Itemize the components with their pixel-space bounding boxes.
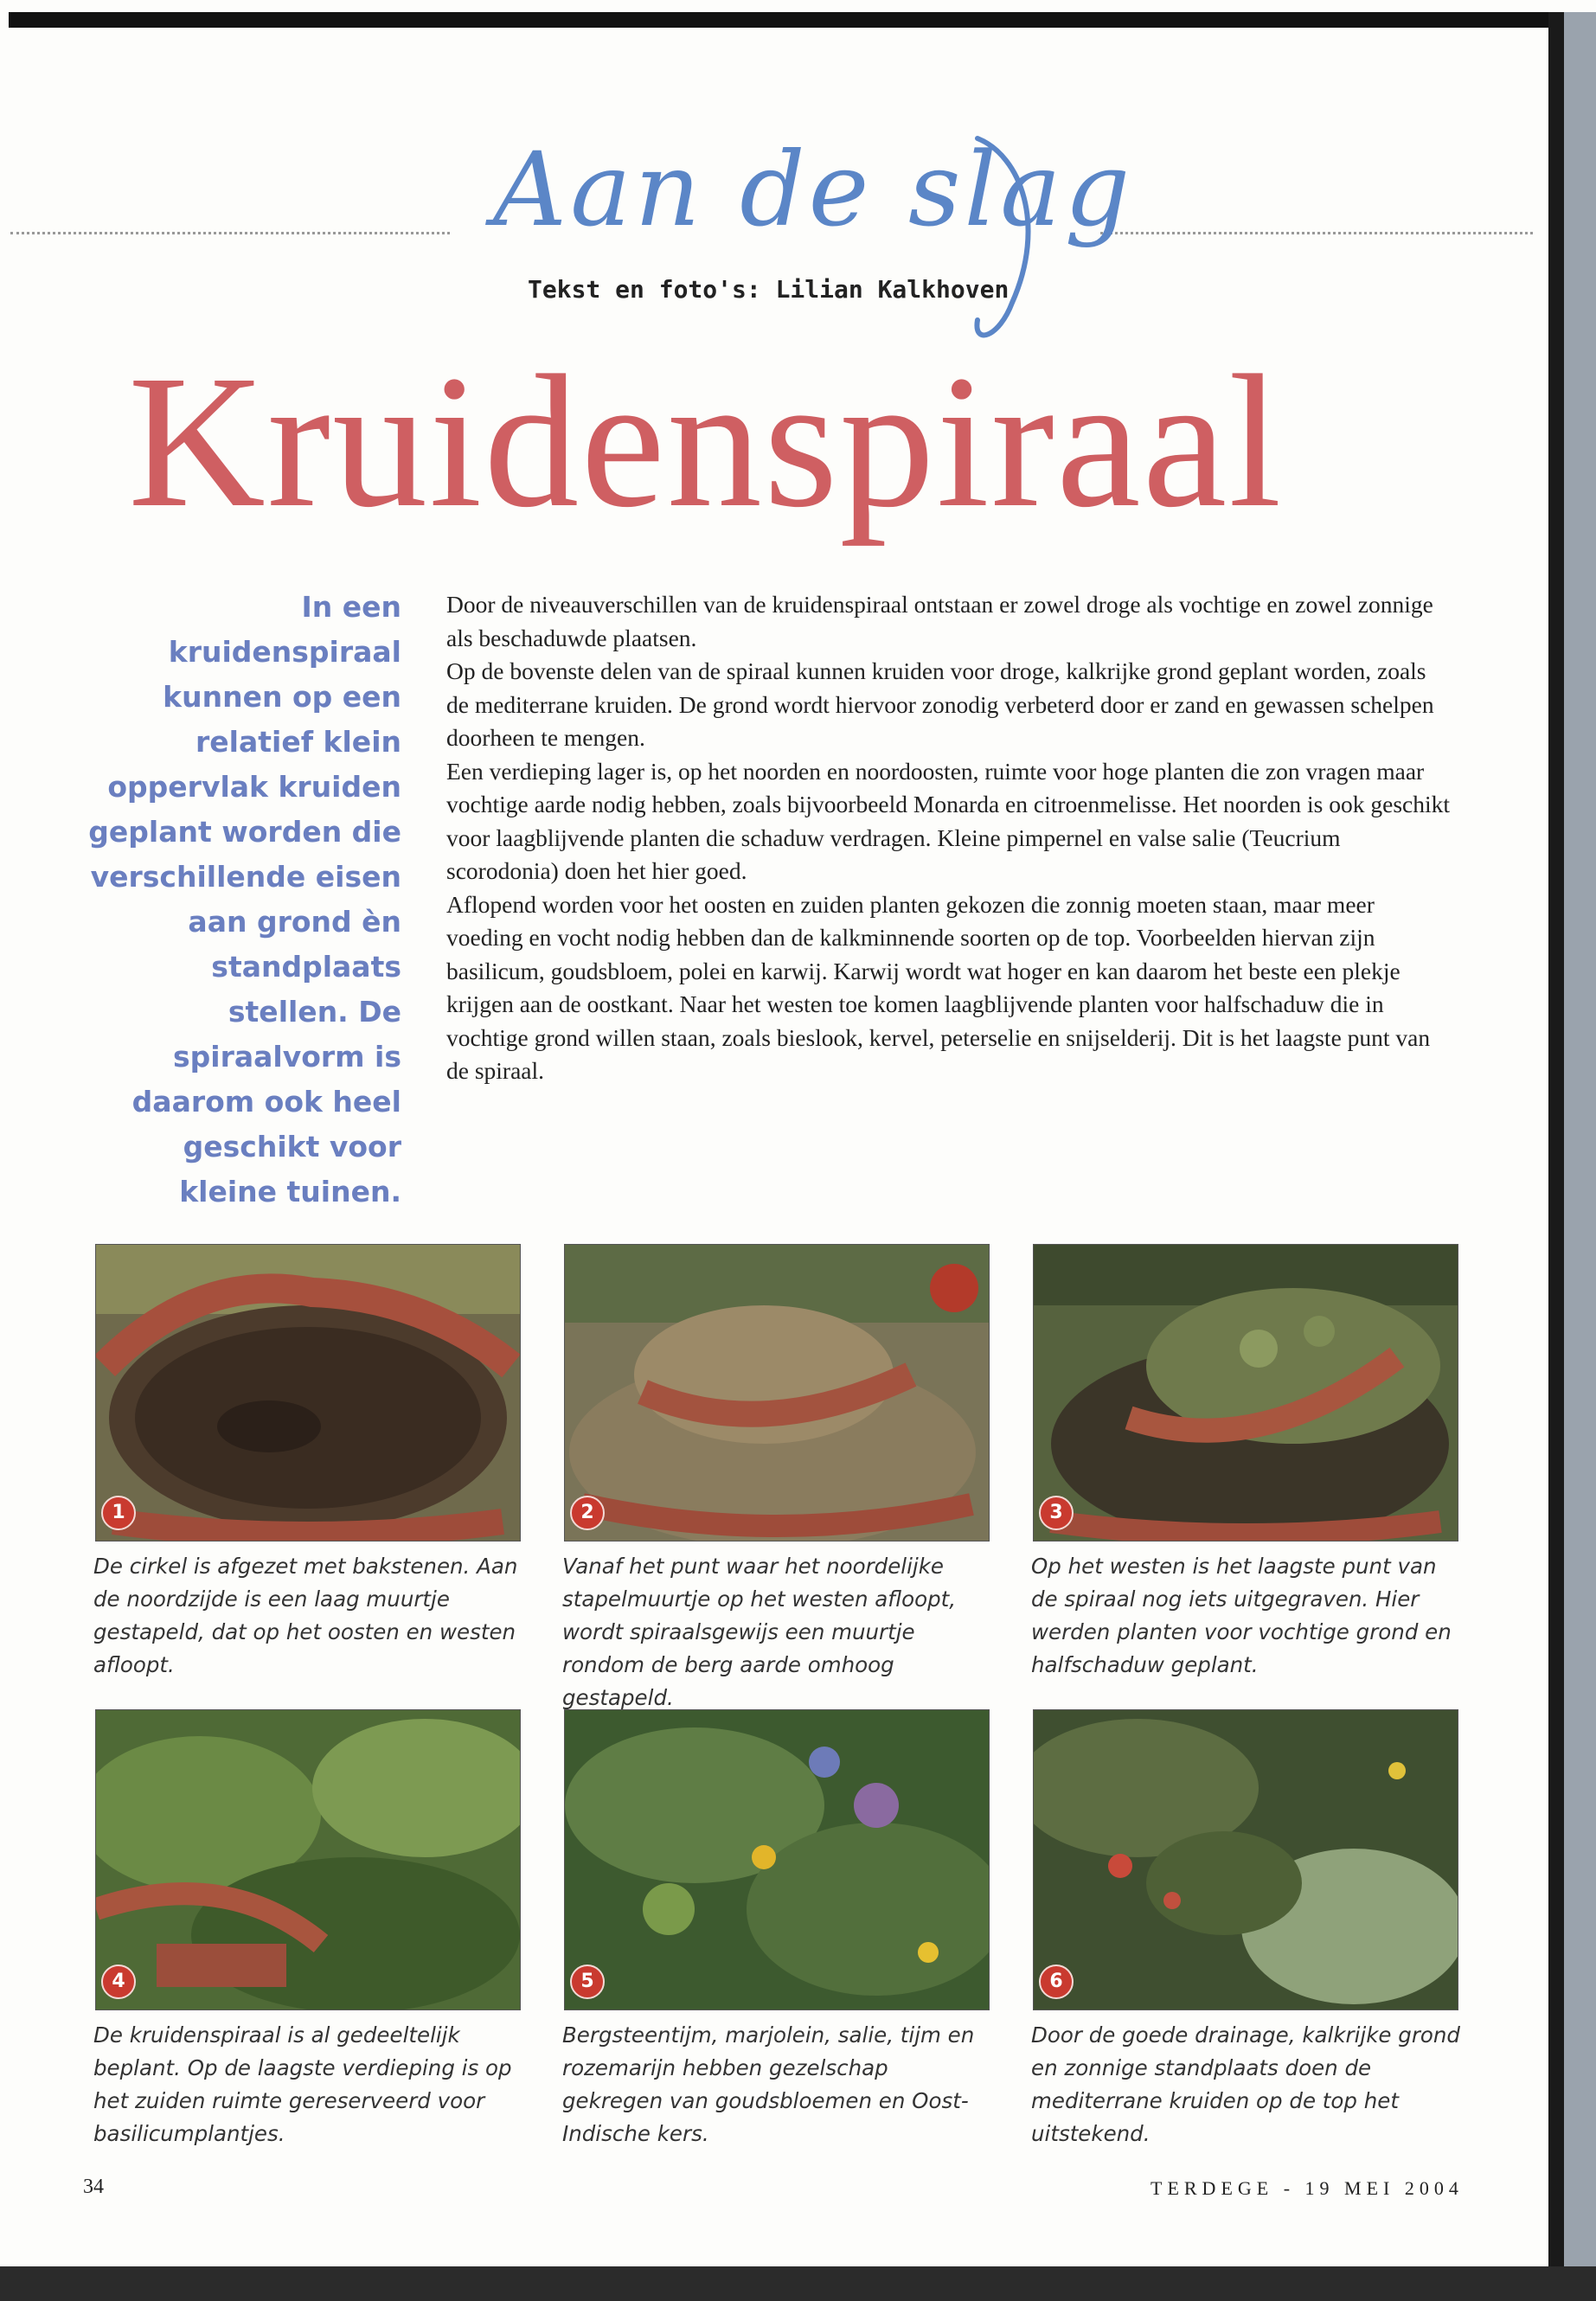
scan-edge-top	[9, 12, 1583, 28]
header-rule-left	[10, 232, 450, 234]
series-flourish-icon	[493, 130, 1081, 355]
body-paragraph: Door de niveauverschillen van de kruidenspiraal ontstaan er zowel droge als vochtige en zowel zonnige als beschaduwde plaatsen.	[446, 591, 1433, 651]
series-heading	[493, 130, 1134, 355]
photo-2-image	[565, 1245, 989, 1541]
photo-3-caption: Op het westen is het laagste punt van de spiraal nog iets uitgegraven. Hier werden planten voor vochtige grond en halfschaduw geplant.	[1031, 1554, 1452, 1677]
series-title: Aan de slag	[493, 130, 1134, 249]
photo-3	[1033, 1244, 1458, 1541]
publication-info: TERDEGE - 19 MEI 2004	[1151, 2177, 1464, 2199]
photo-1-caption: De cirkel is afgezet met bakstenen. Aan de noordzijde is een laag muurtje gestapeld, dat op het oosten en westen afloopt.	[93, 1554, 518, 1677]
photo-6-image	[1034, 1710, 1458, 2009]
photo-6	[1033, 1709, 1458, 2010]
photo-6-badge: 6	[1039, 1965, 1074, 1999]
scan-edge-strip	[1564, 12, 1596, 2301]
article-title: Kruidenspiraal	[128, 336, 1284, 547]
photo-5-caption: Bergsteentijm, marjolein, salie, tijm en rozemarijn hebben gezelschap gekregen van goudsbloemen en Oost-Indische kers.	[562, 2022, 975, 2146]
photo-5-badge: 5	[570, 1965, 605, 1999]
photo-4-caption: De kruidenspiraal is al gedeeltelijk beplant. Op de laagste verdieping is op het zuiden ruimte gereserveerd voor basilicumplantjes.	[93, 2022, 512, 2146]
intro-text: In een kruidenspiraal kunnen op een relatief klein oppervlak kruiden geplant worden die verschillende eisen aan grond èn standplaats stellen. De spiraalvorm is daarom ook heel geschikt voor kleine tuinen.	[88, 590, 401, 1208]
photo-1-image	[96, 1245, 520, 1541]
photo-2-caption: Vanaf het punt waar het noordelijke stapelmuurtje op het westen afloopt, wordt spiraalsgewijs een muurtje rondom de berg aarde omhoog gestapeld.	[562, 1554, 957, 1710]
page-number: 34	[83, 2176, 104, 2198]
body-paragraph: Aflopend worden voor het oosten en zuiden planten gekozen die zonnig moeten staan, maar meer voeding en vocht nodig hebben dan de kalkminnende soorten op de top. Voorbeelden hiervan zijn basilicum, goudsbloem, polei en karwij. Karwij wordt wat hoger en kan daarom het beste een plekje krijgen aan de oostkant. Naar het westen toe komen laagblijvende planten voor halfschaduw die in vochtige grond willen staan, zoals bieslook, kervel, peterselie en snijselderij. Dit is het laagste punt van de spiraal.	[446, 890, 1431, 1084]
header-rule-right	[1100, 232, 1533, 234]
photo-3-image	[1034, 1245, 1458, 1541]
photo-4-image	[96, 1710, 520, 2009]
body-paragraph: Op de bovenste delen van de spiraal kunnen kruiden voor droge, kalkrijke grond geplant worden, zoals de mediterrane kruiden. De grond wordt hiervoor zonodig verbeterd door er zand en gewassen schelpen doorheen te mengen.	[446, 657, 1434, 751]
photo-5	[564, 1709, 990, 2010]
photo-1-badge: 1	[101, 1496, 136, 1530]
scan-edge-right	[1548, 12, 1564, 2296]
body-paragraph: Een verdieping lager is, op het noorden en noordoosten, ruimte voor hoge planten die zon vragen maar vochtige aarde nodig hebben, zoals bijvoorbeeld Monarda en citroenmelisse. Het noorden is ook geschikt voor laagblijvende planten die schaduw verdragen. Kleine pimpernel en valse salie (Teucrium scorodonia) doen het hier goed.	[446, 757, 1451, 884]
photo-5-image	[565, 1710, 989, 2009]
photo-6-caption: Door de goede drainage, kalkrijke grond en zonnige standplaats doen de mediterrane kruiden op de top het uitstekend.	[1031, 2022, 1460, 2146]
byline: Tekst en foto's: Lilian Kalkhoven	[528, 275, 1010, 304]
photo-2-badge: 2	[570, 1496, 605, 1530]
scan-edge-bottom	[0, 2266, 1596, 2301]
photo-2	[564, 1244, 990, 1541]
photo-1	[95, 1244, 521, 1541]
article-body	[446, 588, 1450, 1088]
photo-4-badge: 4	[101, 1965, 136, 1999]
photo-4	[95, 1709, 521, 2010]
photo-3-badge: 3	[1039, 1496, 1074, 1530]
